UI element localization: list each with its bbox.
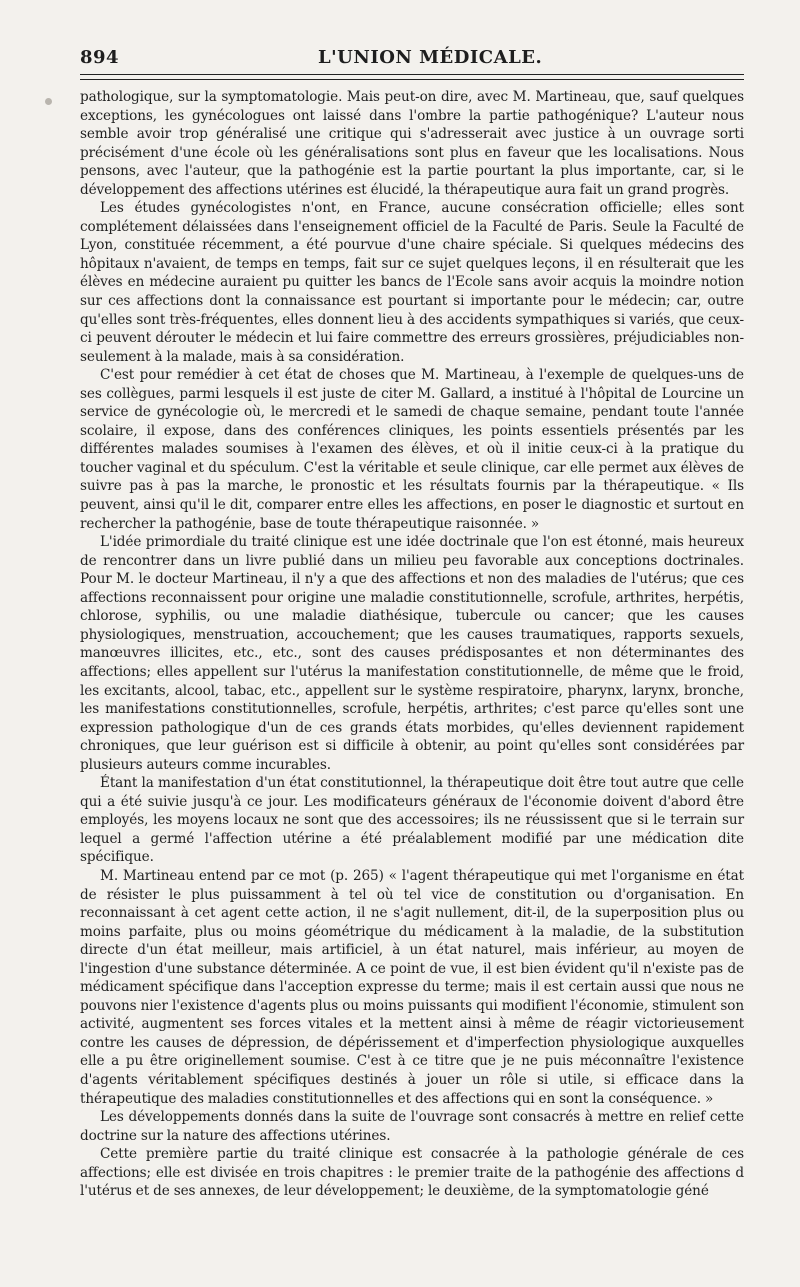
article-body bbox=[80, 88, 744, 1201]
header-rule-thick bbox=[80, 74, 744, 75]
page-number: 894 bbox=[80, 47, 120, 68]
paragraph: M. Martineau entend par ce mot (p. 265) « l'agent thérapeutique qui met l'organisme en état de résister le plus puissamment à tel où tel vice de constitution ou d'organisation. En reconnaissant à cet agent cette action, il ne s'agit nullement, dit-il, de la superposition plus ou moins parfaite, plus ou moins géométrique du médicament à la maladie, de la substitution directe d'un état meilleur, mais artificiel, à un état naturel, mais inférieur, au moyen de l'ingestion d'une substance déterminée. A ce point de vue, il est bien évident qu'il n'existe pas de médicament spécifique dans l'acception expresse du terme; mais il est certain aussi que nous ne pouvons nier l'existence d'agents plus ou moins puissants qui modifient l'économie, stimulent son activité, augmentent ses forces vitales et la mettent ainsi à même de réagir victorieusement contre les causes de dépression, de dépérissement et d'imperfection physiologique auxquelles elle a pu être originellement soumise. C'est à ce titre que je ne puis méconnaître l'existence d'agents véritablement spécifiques destinés à jouer un rôle si utile, si efficace dans la thérapeutique des maladies constitutionnelles et des affections qui en sont la conséquence. » bbox=[80, 867, 744, 1107]
paragraph: Les études gynécologistes n'ont, en France, aucune consécration officielle; elles sont complétement délaissées dans l'enseignement officiel de la Faculté de Paris. Seule la Faculté de Lyon, constituée récemment, a été pourvue d'une chaire spéciale. Si quelques médecins des hôpitaux n'avaient, de temps en temps, fait sur ce sujet quelques leçons, il en résulterait que les élèves en médecine auraient pu quitter les bancs de l'Ecole sans avoir acquis la moindre notion sur ces affections dont la connaissance est pourtant si importante pour le médecin; car, outre qu'elles sont très-fréquentes, elles donnent lieu à des accidents sympathiques si variés, que ceux-ci peuvent dérouter le médecin et lui faire commettre des erreurs grossières, préjudiciables non-seulement à la malade, mais à sa considération. bbox=[80, 200, 744, 365]
paragraph: pathologique, sur la symptomatologie. Mais peut-on dire, avec M. Martineau, que, sauf quelques exceptions, les gynécologues ont laissé dans l'ombre la partie pathogénique? L'auteur nous semble avoir trop généralisé une critique qui s'adresserait avec justice à un ouvrage sorti précisément d'une école où les généralisations sont plus en faveur que les localisations. Nous pensons, avec l'auteur, que la pathogénie est la partie pourtant la plus importante, car, si le développement des affections utérines est élucidé, la thérapeutique aura fait un grand progrès. bbox=[80, 89, 744, 198]
margin-ink-mark bbox=[45, 98, 52, 105]
paragraph: Cette première partie du traité clinique est consacrée à la pathologie générale de ces affections; elle est divisée en trois chapitres : le premier traite de la pathogénie des affections d l'utérus et de ses annexes, de leur développement; le deuxième, de la symptomatologie géné bbox=[80, 1146, 744, 1200]
page-header bbox=[80, 44, 744, 78]
paragraph: Les développements donnés dans la suite de l'ouvrage sont consacrés à mettre en relief cette doctrine sur la nature des affections utérines. bbox=[80, 1109, 744, 1144]
paragraph: C'est pour remédier à cet état de choses que M. Martineau, à l'exemple de quelques-uns de ses collègues, parmi lesquels il est juste de citer M. Gallard, a institué à l'hôpital de Lourcine un service de gynécologie où, le mercredi et le samedi de chaque semaine, pendant toute l'année scolaire, il expose, dans des conférences cliniques, les points essentiels présentés par les différentes malades soumises à l'examen des élèves, et où il initie ceux-ci à la pratique du toucher vaginal et du spéculum. C'est la véritable et seule clinique, car elle permet aux élèves de suivre pas à pas la marche, le pronostic et les résultats fournis par la thérapeutique. « Ils peuvent, ainsi qu'il le dit, comparer entre elles les affections, en poser le diagnostic et surtout en rechercher la pathogénie, base de toute thérapeutique raisonnée. » bbox=[80, 367, 744, 532]
header-rule-thin bbox=[80, 79, 744, 80]
running-title: L'UNION MÉDICALE. bbox=[318, 47, 543, 68]
paragraph: L'idée primordiale du traité clinique est une idée doctrinale que l'on est étonné, mais heureux de rencontrer dans un livre publié dans un milieu peu favorable aux conceptions doctrinales. Pour M. le docteur Martineau, il n'y a que des affections et non des maladies de l'utérus; que ces affections reconnaissent pour origine une maladie constitutionnelle, scrofule, arthrites, herpétis, chlorose, syphilis, ou une maladie diathésique, tubercule ou cancer; que les causes physiologiques, menstruation, accouchement; que les causes traumatiques, rapports sexuels, manœuvres illicites, etc., etc., sont des causes prédisposantes et non déterminantes des affections; elles appellent sur l'utérus la manifestation constitutionnelle, de même que le froid, les excitants, alcool, tabac, etc., appellent sur le système respiratoire, pharynx, larynx, bronche, les manifestations constitutionnelles, scrofule, herpétis, arthrites; c'est parce qu'elles sont une expression pathologique d'un de ces grands états morbides, qu'elles deviennent rapidement chroniques, que leur guérison est si difficile à obtenir, au point qu'elles sont considérées par plusieurs auteurs comme incurables. bbox=[80, 534, 744, 773]
paragraph: Étant la manifestation d'un état constitutionnel, la thérapeutique doit être tout autre que celle qui a été suivie jusqu'à ce jour. Les modificateurs généraux de l'économie doivent d'abord être employés, les moyens locaux ne sont que des accessoires; ils ne réussissent que si le terrain sur lequel a germé l'affection utérine a été préalablement modifié par une médication dite spécifique. bbox=[80, 775, 744, 866]
